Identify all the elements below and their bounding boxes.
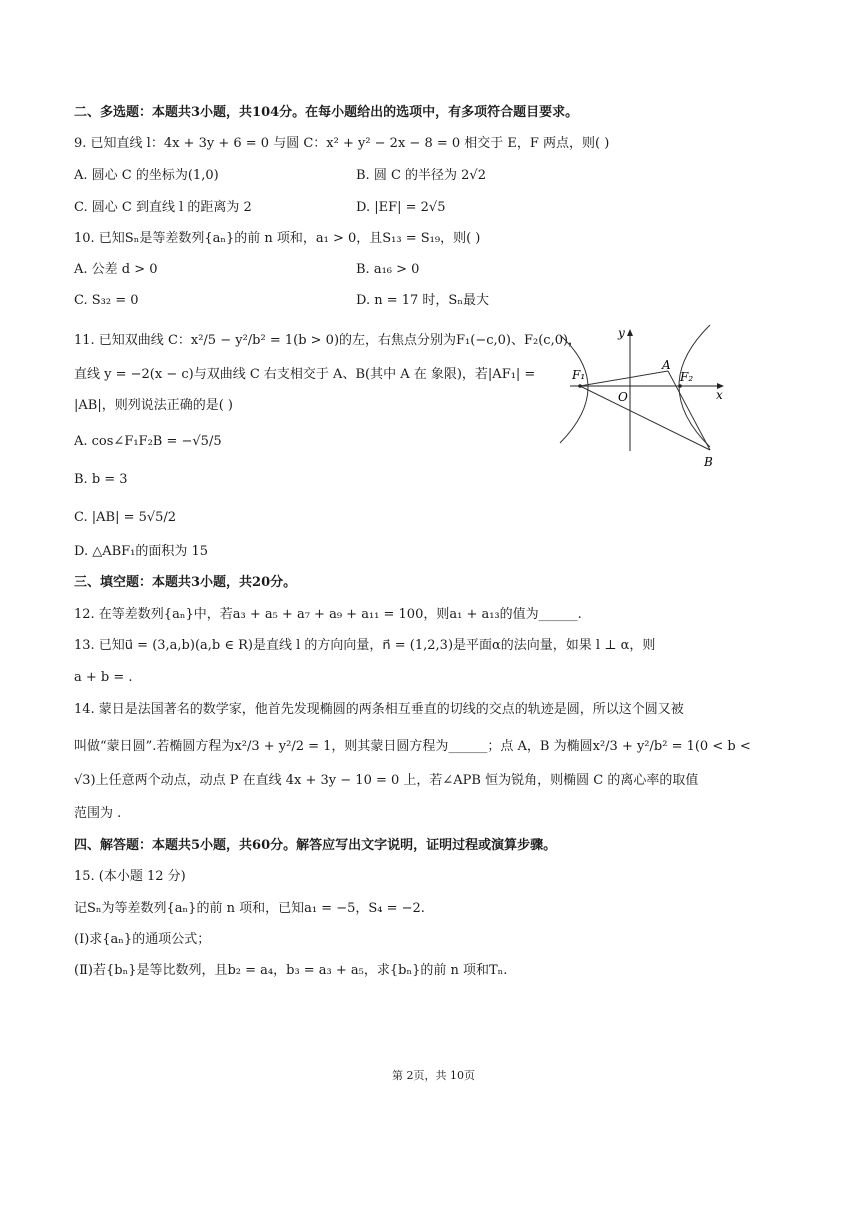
q13-stem-line2: a + b = .: [74, 670, 133, 685]
hyperbola-left-branch: [560, 335, 588, 443]
section-answer-header: 四、解答题：本题共5小题，共60分。解答应写出文字说明，证明过程或演算步骤。: [74, 838, 557, 853]
label-x: x: [716, 388, 723, 402]
q11-option-c: C. |AB| = 5√5/2: [74, 510, 177, 525]
q14-stem-line2: 叫做“蒙日圆”.若椭圆方程为x²/3 + y²/2 = 1，则其蒙日圆方程为______；点 A，B 为椭圆x²/3 + y²/b² = 1(0 < b <: [74, 739, 751, 754]
segment-f1-b: [580, 386, 710, 450]
point-f1: [578, 384, 582, 388]
q14-stem-line3: √3)上任意两个动点，动点 P 在直线 4x + 3y − 10 = 0 上，若∠APB 恒为锐角，则椭圆 C 的离心率的取值: [74, 773, 699, 788]
q14-stem-line1: 14. 蒙日是法国著名的数学家，他首先发现椭圆的两条相互垂直的切线的交点的轨迹是圆，所以这个圆又被: [74, 702, 684, 717]
hyperbola-figure: [556, 323, 736, 473]
q9-stem: 9. 已知直线 l：4x + 3y + 6 = 0 与圆 C：x² + y² − 2x − 8 = 0 相交于 E，F 两点，则( ): [74, 136, 610, 151]
q11-option-d: D. △ABF₁的面积为 15: [74, 544, 209, 559]
q11-stem-line2: 直线 y = −2(x − c)与双曲线 C 右支相交于 A、B(其中 A 在 象限)，若|AF₁| =: [74, 367, 536, 382]
y-axis-arrow: [627, 329, 633, 336]
q15-part1: (Ⅰ)求{aₙ}的通项公式；: [74, 932, 211, 947]
label-o: O: [618, 390, 628, 404]
label-f1: F₁: [572, 368, 586, 382]
q15-part2: (Ⅱ)若{bₙ}是等比数列，且b₂ = a₄，b₃ = a₃ + a₅，求{bₙ}的前 n 项和Tₙ.: [74, 963, 508, 978]
q13-stem-line1: 13. 已知u⃗ = (3,a,b)(a,b ∈ R)是直线 l 的方向向量，n⃗ = (1,2,3)是平面α的法向量，如果 l ⊥ α，则: [74, 638, 656, 653]
q15-stem: 记Sₙ为等差数列{aₙ}的前 n 项和，已知a₁ = −5，S₄ = −2.: [74, 901, 425, 916]
label-y: y: [618, 326, 625, 340]
page-footer: 第 2页，共 10页: [392, 1069, 475, 1082]
q12-stem: 12. 在等差数列{aₙ}中，若a₃ + a₅ + a₇ + a₉ + a₁₁ = 100，则a₁ + a₁₃的值为______.: [74, 607, 582, 622]
label-b: B: [704, 455, 713, 469]
label-a: A: [662, 358, 671, 372]
q10-stem: 10. 已知Sₙ是等差数列{aₙ}的前 n 项和，a₁ > 0，且S₁₃ = S₁₉，则( ): [74, 231, 481, 246]
section-multi-choice-header: 二、多选题：本题共3小题，共104分。在每小题给出的选项中，有多项符合题目要求。: [74, 105, 579, 120]
q10-option-c: C. S₃₂ = 0: [74, 293, 139, 308]
q9-option-b: B. 圆 C 的半径为 2√2: [356, 168, 486, 183]
section-fill-blank-header: 三、填空题：本题共3小题，共20分。: [74, 575, 297, 590]
q10-option-b: B. a₁₆ > 0: [356, 262, 420, 277]
q10-option-a: A. 公差 d > 0: [74, 262, 158, 277]
q11-stem-line3: |AB|，则列说法正确的是( ): [74, 398, 233, 413]
q11-option-a: A. cos∠F₁F₂B = −√5/5: [74, 434, 222, 449]
q10-option-d: D. n = 17 时，Sₙ最大: [356, 293, 489, 308]
q9-option-c: C. 圆心 C 到直线 l 的距离为 2: [74, 200, 252, 215]
q9-option-d: D. |EF| = 2√5: [356, 200, 446, 215]
q11-stem-line1: 11. 已知双曲线 C：x²/5 − y²/b² = 1(b > 0)的左，右焦点分别为F₁(−c,0)、F₂(c,0)，: [74, 333, 582, 348]
q9-option-a: A. 圆心 C 的坐标为(1,0): [74, 168, 219, 183]
point-f2: [678, 384, 682, 388]
q14-stem-line4: 范围为 .: [74, 806, 122, 821]
q15-title: 15. (本小题 12 分): [74, 869, 186, 884]
label-f2: F₂: [680, 370, 694, 384]
segment-f1-a: [580, 371, 668, 386]
q11-option-b: B. b = 3: [74, 472, 128, 487]
